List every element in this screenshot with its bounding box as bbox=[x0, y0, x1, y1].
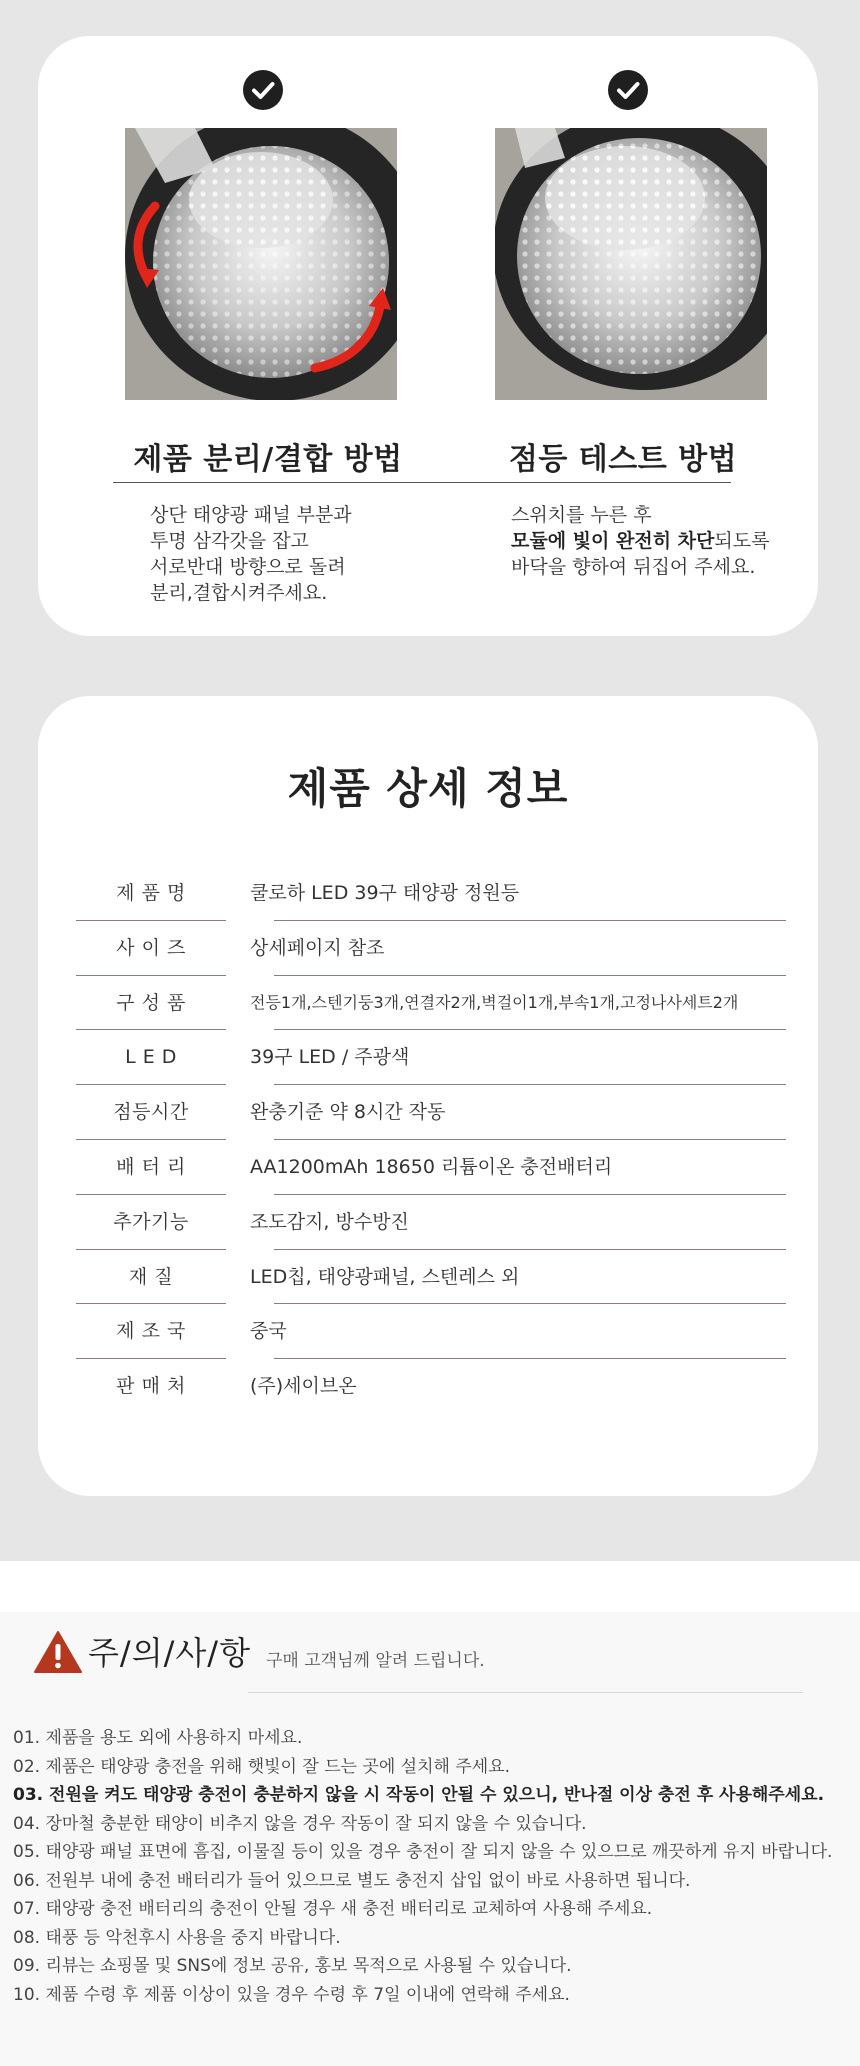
notice-subtitle: 구매 고객님께 알려 드립니다. bbox=[266, 1651, 485, 1671]
spec-row bbox=[76, 1140, 786, 1195]
spec-label: L E D bbox=[125, 1046, 177, 1069]
spec-label: 점등시간 bbox=[113, 1101, 189, 1124]
spec-row bbox=[76, 976, 786, 1031]
spec-title: 제품 상세 정보 bbox=[287, 764, 569, 813]
spec-value: 완충기준 약 8시간 작동 bbox=[250, 1101, 446, 1124]
spec-value: 쿨로하 LED 39구 태양광 정원등 bbox=[250, 882, 520, 904]
spec-row bbox=[76, 1359, 786, 1414]
warning-triangle-icon bbox=[33, 1630, 83, 1674]
spec-row bbox=[76, 1195, 786, 1250]
spec-value: 상세페이지 참조 bbox=[250, 936, 385, 959]
notice-item: 01. 제품을 용도 외에 사용하지 마세요. bbox=[13, 1728, 303, 1748]
notice-item: 05. 태양광 패널 표면에 흠집, 이물질 등이 있을 경우 충전이 잘 되지 않을 수 있으므로 깨끗하게 유지 바랍니다. bbox=[13, 1842, 833, 1862]
notice-item: 04. 장마철 충분한 태양이 비추지 않을 경우 작동이 잘 되지 않을 수 있습니다. bbox=[13, 1813, 587, 1834]
spec-label: 구 성 품 bbox=[116, 991, 186, 1014]
notice-item: 07. 태양광 충전 배터리의 충전이 안될 경우 새 충전 배터리로 교체하여 사용해 주세요. bbox=[13, 1899, 653, 1919]
notice-list bbox=[13, 1724, 853, 2009]
spec-label: 재 질 bbox=[128, 1265, 174, 1288]
separation-method-description bbox=[150, 502, 450, 606]
method-card bbox=[38, 36, 818, 636]
separation-product-photo bbox=[125, 128, 397, 400]
notice-section bbox=[0, 1612, 860, 2066]
desc-line: 투명 삼각갓을 잡고 bbox=[150, 530, 309, 552]
spec-value: (주)세이브온 bbox=[250, 1375, 357, 1398]
spec-row bbox=[76, 1030, 786, 1085]
notice-item: 10. 제품 수령 후 제품 이상이 있을 경우 수령 후 7일 이내에 연락해 주세요. bbox=[13, 1984, 570, 2005]
spec-value: 39구 LED / 주광색 bbox=[250, 1046, 410, 1069]
spec-row bbox=[76, 1085, 786, 1140]
spec-row bbox=[76, 1250, 786, 1305]
notice-item: 02. 제품은 태양광 충전을 위해 햇빛이 잘 드는 곳에 설치해 주세요. bbox=[13, 1756, 511, 1777]
lighting-test-photo bbox=[495, 128, 767, 400]
desc-line: 분리,결합시켜주세요. bbox=[150, 582, 328, 604]
spec-label: 추가기능 bbox=[113, 1210, 189, 1233]
desc-line bbox=[511, 528, 831, 554]
lighting-test-title: 점등 테스트 방법 bbox=[508, 442, 738, 477]
spec-label: 판 매 처 bbox=[116, 1375, 186, 1398]
separation-method-title: 제품 분리/결합 방법 bbox=[133, 442, 403, 477]
spec-label: 제 품 명 bbox=[116, 882, 186, 904]
spec-table bbox=[76, 866, 786, 1414]
spec-value: LED칩, 태양광패널, 스텐레스 외 bbox=[250, 1265, 520, 1288]
lighting-test-description bbox=[511, 502, 831, 580]
desc-line: 서로반대 방향으로 돌려 bbox=[150, 556, 346, 578]
check-circle-icon bbox=[608, 70, 648, 110]
spec-value: 중국 bbox=[250, 1320, 287, 1343]
notice-divider bbox=[248, 1692, 803, 1693]
desc-text: 되도록 bbox=[714, 530, 770, 552]
spec-row bbox=[76, 866, 786, 921]
spec-label: 제 조 국 bbox=[116, 1320, 186, 1343]
spec-row bbox=[76, 1304, 786, 1359]
spec-value: AA1200mAh 18650 리튬이온 충전배터리 bbox=[250, 1155, 613, 1178]
desc-line: 스위치를 누른 후 bbox=[511, 504, 652, 526]
notice-item: 06. 전원부 내에 충전 배터리가 들어 있으므로 별도 충전지 삽입 없이 바로 사용하면 됩니다. bbox=[13, 1870, 691, 1891]
spec-card bbox=[38, 696, 818, 1496]
title-divider bbox=[113, 482, 731, 483]
desc-line: 바닥을 향하여 뒤집어 주세요. bbox=[511, 556, 756, 578]
check-circle-icon bbox=[243, 70, 283, 110]
notice-item: 03. 전원을 켜도 태양광 충전이 충분하지 않을 시 작동이 안될 수 있으니, 반나절 이상 충전 후 사용해주세요. bbox=[13, 1785, 825, 1805]
spec-row bbox=[76, 921, 786, 976]
notice-title: 주/의/사/항 bbox=[88, 1634, 251, 1672]
desc-bold-text: 모듈에 빛이 완전히 차단 bbox=[511, 530, 715, 552]
notice-item: 09. 리뷰는 쇼핑몰 및 SNS에 정보 공유, 홍보 목적으로 사용될 수 있습니다. bbox=[13, 1956, 572, 1976]
spec-label: 사 이 즈 bbox=[116, 936, 186, 959]
spec-value: 전등1개,스텐기둥3개,연결자2개,벽걸이1개,부속1개,고정나사세트2개 bbox=[250, 992, 739, 1012]
spec-value: 조도감지, 방수방진 bbox=[250, 1210, 409, 1233]
desc-line: 상단 태양광 패널 부분과 bbox=[150, 504, 352, 526]
notice-item: 08. 태풍 등 악천후시 사용을 중지 바랍니다. bbox=[13, 1927, 341, 1948]
spec-label: 배 터 리 bbox=[116, 1155, 186, 1178]
